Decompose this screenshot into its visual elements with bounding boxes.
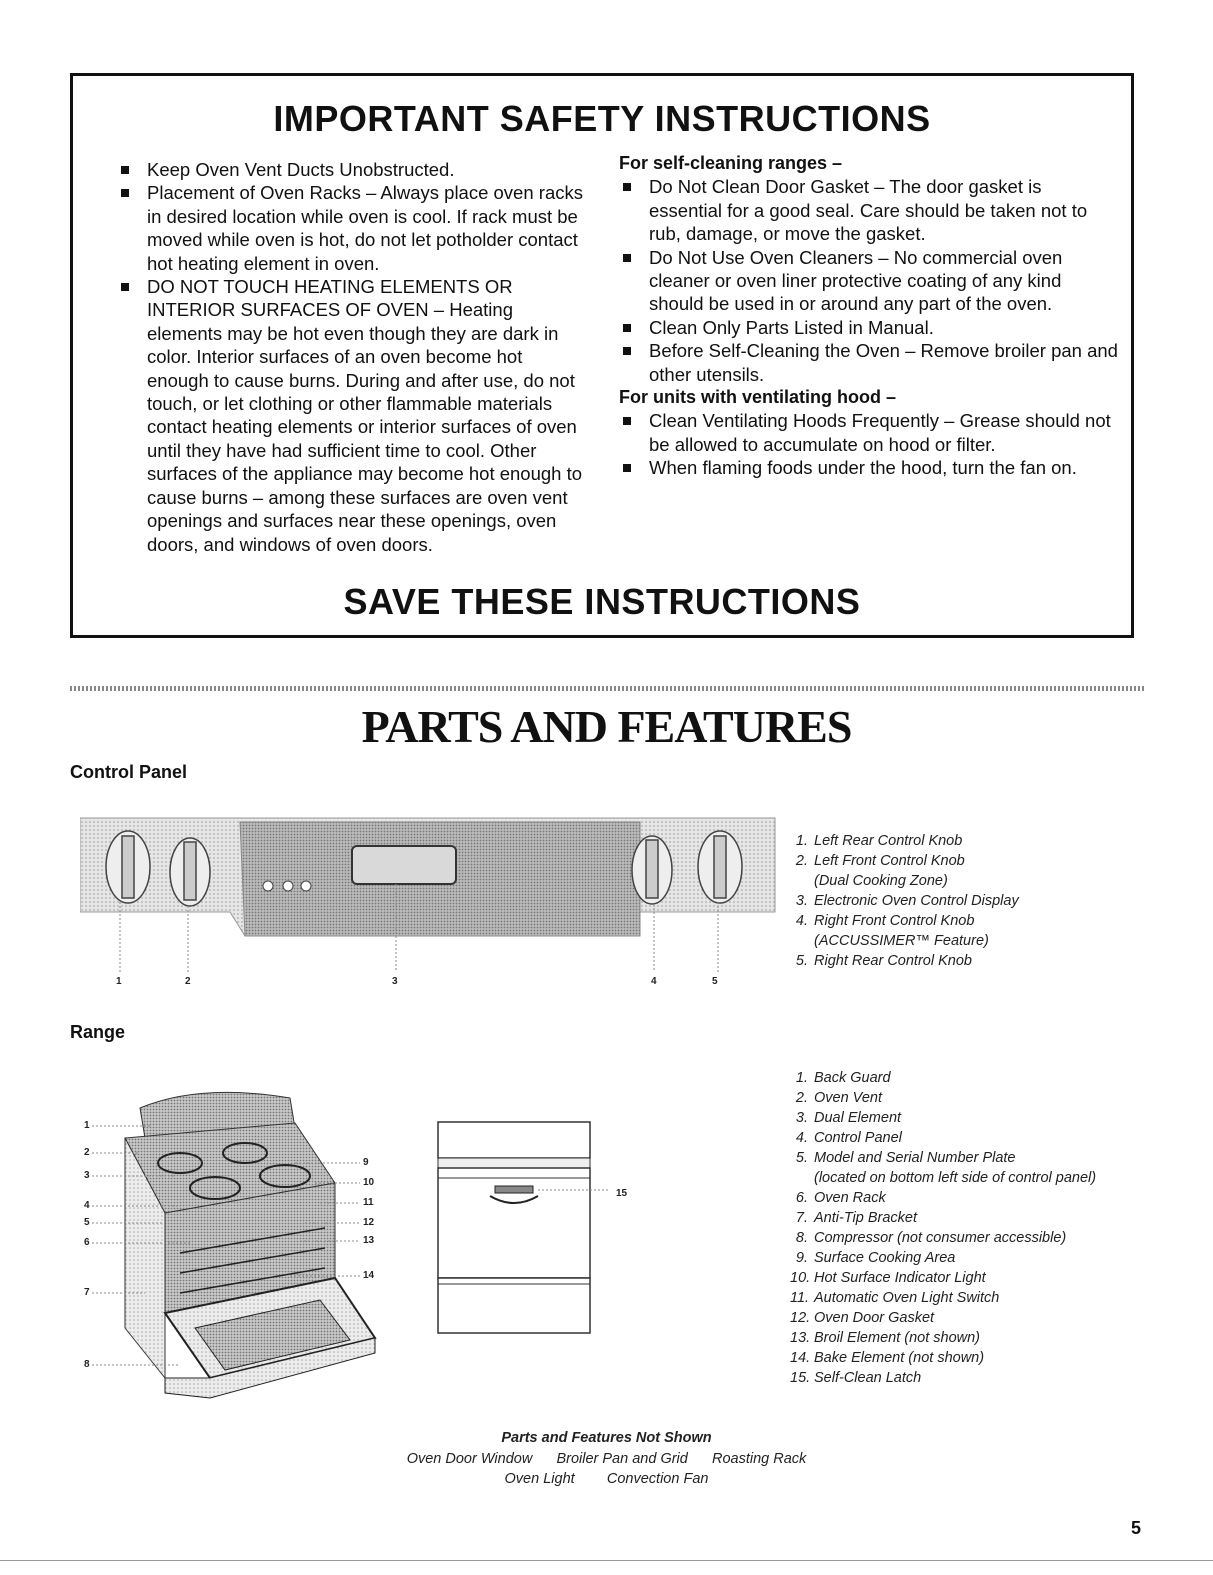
front-drawer <box>438 1278 590 1333</box>
control-panel-illustration <box>80 812 780 992</box>
safety-title: IMPORTANT SAFETY INSTRUCTIONS <box>273 98 931 139</box>
callout-label: 1 <box>84 1120 90 1131</box>
self-clean-latch <box>495 1186 533 1193</box>
item-number: 11. <box>790 1290 810 1306</box>
item-number: 8. <box>795 1230 808 1246</box>
callout-label: 5 <box>84 1217 90 1228</box>
item-number: 7. <box>795 1210 808 1226</box>
item-text: Broil Element (not shown) <box>814 1330 981 1346</box>
square-bullet-icon <box>623 464 631 472</box>
item-number: 1. <box>795 833 808 849</box>
range-illustration <box>80 1078 400 1408</box>
item-text: Right Rear Control Knob <box>814 953 972 969</box>
save-instructions-title: SAVE THESE INSTRUCTIONS <box>343 581 861 622</box>
parts-list-item <box>790 1368 1120 1388</box>
hood-heading: For units with ventilating hood – <box>619 387 896 408</box>
parts-list-item <box>790 1268 1120 1288</box>
callout-label: 8 <box>84 1359 90 1370</box>
parts-list-item <box>790 1208 1120 1228</box>
parts-list-item <box>790 1108 1120 1128</box>
item-number: 10. <box>790 1270 811 1286</box>
left-rear-knob <box>106 831 150 903</box>
item-subtext: (Dual Cooking Zone) <box>814 873 948 889</box>
square-bullet-icon <box>121 283 129 291</box>
parts-list-item <box>790 1188 1120 1208</box>
left-front-knob <box>170 838 210 906</box>
oven-control-display <box>352 846 456 884</box>
item-text: Surface Cooking Area <box>814 1250 956 1266</box>
item-number: 2. <box>795 853 808 869</box>
parts-list-item <box>790 1348 1120 1368</box>
item-text: Bake Element (not shown) <box>814 1350 985 1366</box>
range-heading: Range <box>70 1022 126 1042</box>
item-text: Oven Rack <box>814 1190 886 1206</box>
item-number: 14. <box>790 1350 811 1366</box>
parts-list-item <box>790 1148 1120 1188</box>
item-text: Model and Serial Number Plate <box>814 1150 1016 1166</box>
not-shown-heading: Parts and Features Not Shown <box>501 1430 712 1446</box>
item-text: Right Front Control Knob <box>814 913 975 929</box>
right-front-knob <box>632 836 672 904</box>
item-number: 2. <box>795 1090 808 1106</box>
parts-features-title: PARTS AND FEATURES <box>361 701 852 752</box>
item-text: Dual Element <box>814 1110 902 1126</box>
bullet-text: When flaming foods under the hood, turn the fan on. <box>649 457 1077 479</box>
item-text: Left Rear Control Knob <box>814 833 963 849</box>
parts-list-item <box>790 1068 1120 1088</box>
section-divider <box>70 686 1146 691</box>
callout-label: 6 <box>84 1237 90 1248</box>
callout-label: 3 <box>392 976 398 987</box>
callout-label: 1 <box>116 976 122 987</box>
safety-bullet-item <box>619 316 1119 339</box>
item-number: 15. <box>790 1370 811 1386</box>
item-text: Oven Vent <box>814 1090 882 1106</box>
bullet-text: Before Self-Cleaning the Oven – Remove broiler pan and other utensils. <box>649 340 1118 385</box>
bullet-text: Do Not Use Oven Cleaners – No commercial oven cleaner or oven liner protective coating of any kind should be used in or around any part of the oven. <box>649 246 1063 315</box>
item-text: Anti-Tip Bracket <box>814 1210 918 1226</box>
callout-label: 3 <box>84 1170 90 1181</box>
item-number: 6. <box>795 1190 808 1206</box>
safety-bullet-item <box>117 181 587 275</box>
parts-list-item <box>790 1248 1120 1268</box>
item-number: 3. <box>795 1110 808 1126</box>
callout-label: 2 <box>185 976 191 987</box>
item-number: 12. <box>790 1310 811 1326</box>
safety-left-column <box>117 158 587 556</box>
square-bullet-icon <box>121 189 129 197</box>
square-bullet-icon <box>121 166 129 174</box>
item-number: 5. <box>795 1150 808 1166</box>
item-text: Self-Clean Latch <box>814 1370 922 1386</box>
safety-left-list <box>117 158 587 556</box>
item-number: 3. <box>795 893 808 909</box>
parts-list-item <box>790 1228 1120 1248</box>
bullet-text: Keep Oven Vent Ducts Unobstructed. <box>147 159 455 180</box>
self-clean-list <box>619 175 1119 386</box>
bullet-text: DO NOT TOUCH HEATING ELEMENTS OR INTERIOR SURFACES OF OVEN – Heating elements may be hot even though they are dark in color. Interior surfaces of an oven become hot enough to cause burns. During and after use, do not touch, or let clothing or other flammable materials contact heating elements or interior surfaces of oven until they have had sufficient time to cool. Other surfaces of the appliance may become hot enough to cause burns – among these surfaces are oven vent openings and surfaces near these openings, oven doors, and windows of oven doors. <box>147 276 583 555</box>
safety-bullet-item <box>619 456 1119 479</box>
item-text: Automatic Oven Light Switch <box>814 1290 1000 1306</box>
item-text: Electronic Oven Control Display <box>814 893 1019 909</box>
parts-list-item <box>790 891 1120 911</box>
item-number: 4. <box>795 913 808 929</box>
parts-list-item <box>790 1328 1120 1348</box>
not-shown-row-1: Oven Door Window Broiler Pan and Grid Roasting Rack <box>406 1451 807 1467</box>
callout-label: 9 <box>363 1157 369 1168</box>
bullet-text: Do Not Clean Door Gasket – The door gasket is essential for a good seal. Care should be taken not to rub, damage, or move the gasket. <box>649 176 1088 245</box>
bottom-rule <box>0 1560 1213 1561</box>
safety-bullet-item <box>619 409 1119 456</box>
callout-label: 11 <box>363 1197 374 1208</box>
item-text: Left Front Control Knob <box>814 853 965 869</box>
item-number: 9. <box>795 1250 808 1266</box>
callout-label: 10 <box>363 1177 375 1188</box>
front-back-guard <box>438 1122 590 1158</box>
page-number: 5 <box>1130 1518 1141 1538</box>
self-clean-heading: For self-cleaning ranges – <box>619 153 843 173</box>
callout-label: 5 <box>712 976 718 987</box>
item-text: Compressor (not consumer accessible) <box>814 1230 1067 1246</box>
callout-label: 15 <box>616 1188 628 1199</box>
callout-label: 7 <box>84 1287 90 1298</box>
parts-list-item <box>790 851 1120 891</box>
parts-list-item <box>790 1288 1120 1308</box>
square-bullet-icon <box>623 183 631 191</box>
safety-bullet-item <box>619 175 1119 245</box>
square-bullet-icon <box>623 417 631 425</box>
item-text: Control Panel <box>814 1130 902 1146</box>
bullet-text: Clean Ventilating Hoods Frequently – Grease should not be allowed to accumulate on hood or filter. <box>649 410 1111 455</box>
callout-label: 14 <box>363 1270 375 1281</box>
safety-instructions-box <box>70 73 1134 638</box>
control-buttons <box>263 881 311 891</box>
callout-label: 12 <box>363 1217 375 1228</box>
item-text: Back Guard <box>814 1070 891 1086</box>
parts-list-item <box>790 1128 1120 1148</box>
callout-label: 4 <box>84 1200 90 1211</box>
safety-right-column <box>619 152 1119 480</box>
square-bullet-icon <box>623 254 631 262</box>
bullet-text: Placement of Oven Racks – Always place oven racks in desired location while oven is cool. If rack must be moved while oven is hot, do not let potholder contact hot heating element in oven. <box>147 182 583 274</box>
parts-list-item <box>790 1308 1120 1328</box>
item-text: Hot Surface Indicator Light <box>814 1270 986 1286</box>
callout-label: 4 <box>651 976 657 987</box>
parts-list-item <box>790 831 1120 851</box>
item-number: 4. <box>795 1130 808 1146</box>
safety-bullet-item <box>117 275 587 556</box>
range-parts-list <box>790 1068 1120 1388</box>
item-subtext: (located on bottom left side of control panel) <box>814 1170 1097 1186</box>
front-cooktop-edge <box>438 1158 590 1168</box>
control-panel-heading: Control Panel <box>70 762 188 782</box>
square-bullet-icon <box>623 347 631 355</box>
callout-label: 13 <box>363 1235 375 1246</box>
safety-bullet-item <box>117 158 587 181</box>
callout-label: 2 <box>84 1147 90 1158</box>
parts-list-item <box>790 1088 1120 1108</box>
item-number: 1. <box>795 1070 808 1086</box>
range-front-view-illustration <box>430 1118 630 1338</box>
square-bullet-icon <box>623 324 631 332</box>
parts-list-item <box>790 911 1120 951</box>
not-shown-row-2: Oven Light Convection Fan <box>504 1471 709 1487</box>
hood-list <box>619 409 1119 479</box>
item-text: Oven Door Gasket <box>814 1310 935 1326</box>
bullet-text: Clean Only Parts Listed in Manual. <box>649 316 934 338</box>
item-subtext: (ACCUSSIMER™ Feature) <box>814 933 989 949</box>
item-number: 5. <box>795 953 808 969</box>
parts-list-item <box>790 951 1120 971</box>
safety-bullet-item <box>619 339 1119 386</box>
right-rear-knob <box>698 831 742 903</box>
item-number: 13. <box>790 1330 811 1346</box>
safety-bullet-item <box>619 246 1119 316</box>
front-oven-door <box>438 1168 590 1278</box>
control-panel-parts-list <box>790 831 1120 971</box>
